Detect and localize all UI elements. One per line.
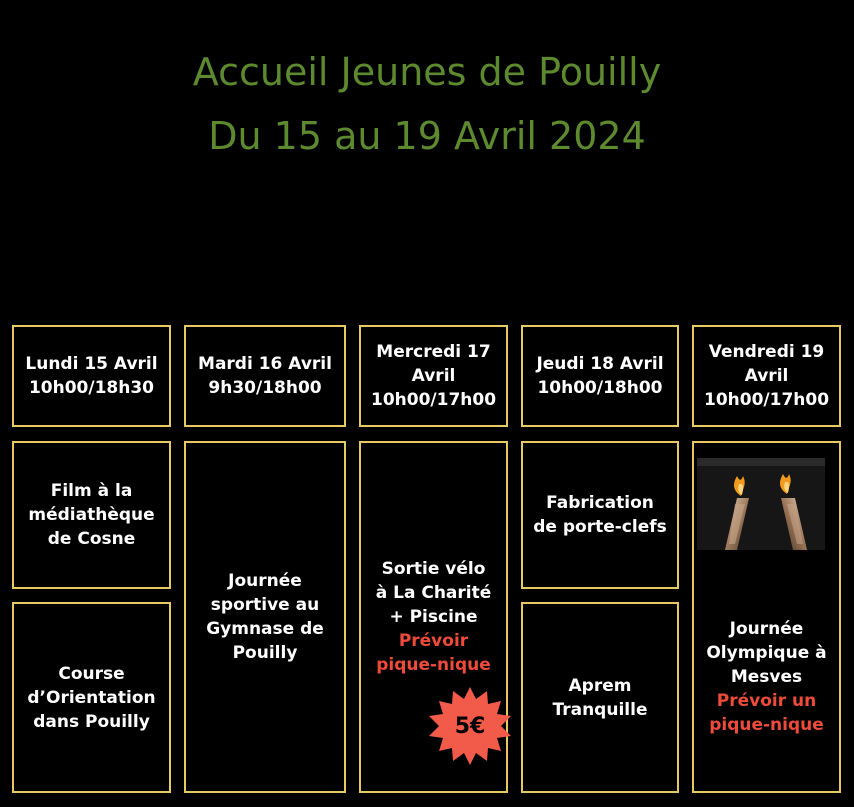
day-header-monday — [12, 325, 171, 427]
activity-text: Sortie vélo à La Charité + Piscine — [375, 559, 492, 627]
day-name: Mercredi 17 Avril — [376, 342, 491, 386]
day-hours: 10h00/17h00 — [703, 390, 830, 410]
olympic-torch-image — [697, 458, 825, 550]
day-hours: 10h00/18h30 — [28, 378, 155, 398]
activity-text: Film à la médiathèque de Cosne — [28, 481, 155, 549]
activity-note: Prévoir un pique-nique — [709, 691, 824, 735]
day-header-thursday — [521, 325, 679, 427]
page-title-line1: Accueil Jeunes de Pouilly — [192, 50, 662, 94]
activity-note: Prévoir pique-nique — [376, 631, 491, 675]
activity-monday-afternoon — [12, 602, 171, 793]
activity-text: Aprem Tranquille — [552, 675, 648, 720]
day-header-friday — [692, 325, 841, 427]
day-hours: 9h30/18h00 — [208, 378, 322, 398]
activity-text: Course d’Orientation dans Pouilly — [27, 663, 156, 732]
day-name: Mardi 16 Avril — [198, 354, 332, 374]
activity-text: Journée Olympique à Mesves — [706, 619, 827, 687]
activity-text: Journée sportive au Gymnase de Pouilly — [206, 571, 324, 663]
day-header-tuesday — [184, 325, 346, 427]
day-hours: 10h00/17h00 — [370, 390, 497, 410]
day-name: Jeudi 18 Avril — [536, 354, 664, 374]
price-label: 5€ — [454, 713, 486, 739]
day-hours: 10h00/18h00 — [537, 378, 663, 398]
activity-tuesday — [184, 441, 346, 793]
day-header-wednesday — [359, 325, 508, 427]
activity-text: Fabrication de porte-clefs — [533, 493, 667, 537]
day-name: Vendredi 19 Avril — [708, 342, 825, 386]
page-title-line2: Du 15 au 19 Avril 2024 — [208, 114, 646, 158]
activity-monday-morning — [12, 441, 171, 589]
day-name: Lundi 15 Avril — [25, 354, 158, 374]
activity-thursday-morning — [521, 441, 679, 589]
activity-thursday-afternoon — [521, 602, 679, 793]
